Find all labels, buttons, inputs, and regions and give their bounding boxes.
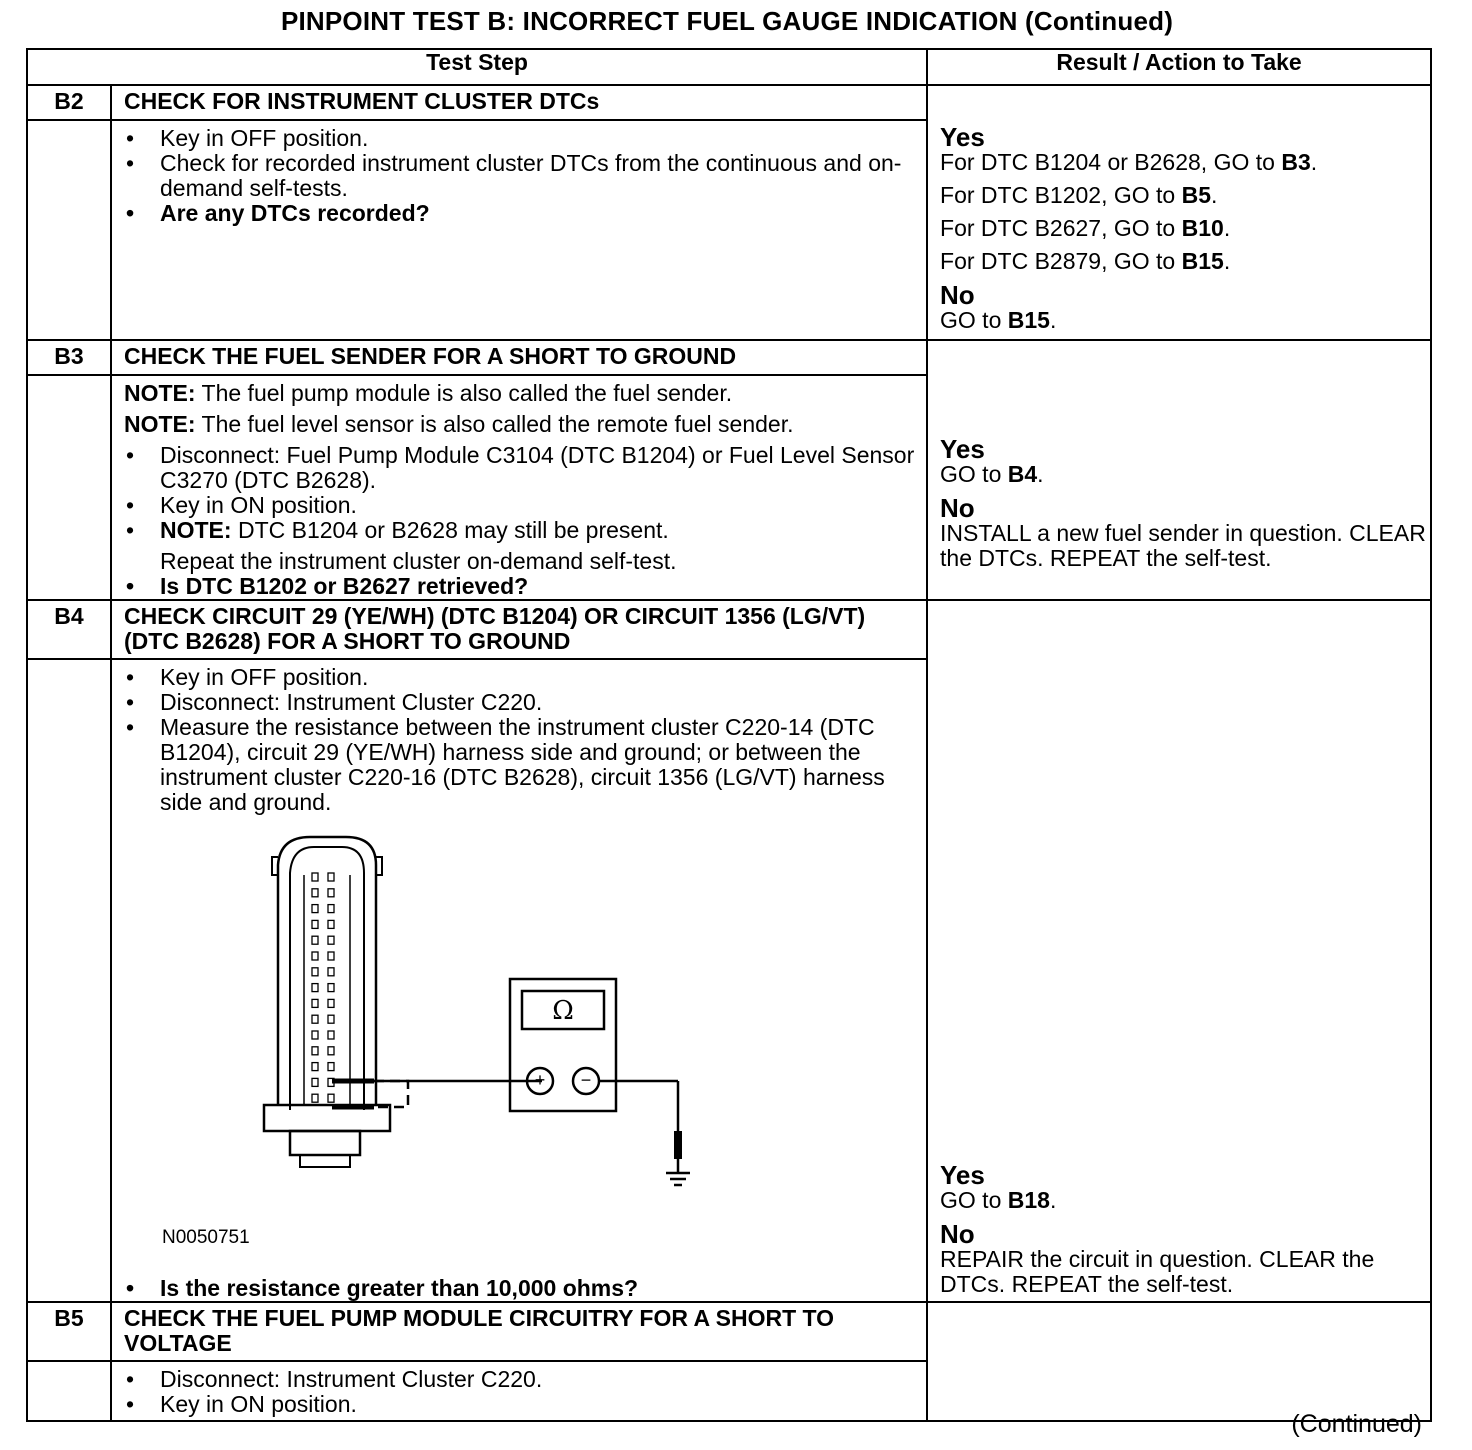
step-b3-bullet-note: • NOTE: DTC B1204 or B2628 may still be present. bbox=[124, 518, 916, 543]
step-b2-no-label: No bbox=[940, 280, 975, 310]
step-b2-yes-line: For DTC B1204 or B2628, GO to B3. bbox=[940, 149, 1318, 175]
step-b2-no-line: GO to B15. bbox=[940, 307, 1057, 333]
step-b5-bullet: • Disconnect: Instrument Cluster C220. bbox=[124, 1367, 916, 1392]
step-b4-heading: CHECK CIRCUIT 29 (YE/WH) (DTC B1204) OR CIRCUIT 1356 (LG/VT) (DTC B2628) FOR A SHORT TO GROUND bbox=[111, 600, 927, 659]
step-b3-heading: CHECK THE FUEL SENDER FOR A SHORT TO GROUND bbox=[111, 340, 927, 375]
step-b5-body bbox=[111, 1361, 927, 1421]
step-b2-yes-label: Yes bbox=[940, 122, 985, 152]
step-b4-id: B4 bbox=[27, 600, 111, 659]
header-result-action: Result / Action to Take bbox=[927, 49, 1431, 85]
step-b4-no-line: REPAIR the circuit in question. CLEAR the DTCs. REPEAT the self-test. bbox=[940, 1246, 1375, 1297]
step-b3-bullet: • Key in ON position. bbox=[124, 493, 916, 518]
connector-pin bbox=[312, 999, 318, 1007]
step-b2-yes-line: For DTC B2879, GO to B15. bbox=[940, 248, 1231, 274]
plus-icon: + bbox=[534, 1070, 546, 1090]
connector-pin bbox=[312, 889, 318, 897]
connector-pin bbox=[312, 1094, 318, 1102]
step-b4-no-label: No bbox=[940, 1219, 975, 1249]
connector-pin bbox=[312, 1031, 318, 1039]
connector-pin bbox=[328, 1063, 334, 1071]
step-b2-yes-line: For DTC B1202, GO to B5. bbox=[940, 182, 1218, 208]
header-test-step: Test Step bbox=[27, 49, 927, 85]
step-b4-yes-label: Yes bbox=[940, 1160, 985, 1190]
step-b3-yes-label: Yes bbox=[940, 434, 985, 464]
connector-pin bbox=[328, 952, 334, 960]
step-b2-body bbox=[111, 120, 927, 340]
step-b2-yes-line: For DTC B2627, GO to B10. bbox=[940, 215, 1231, 241]
page-title: PINPOINT TEST B: INCORRECT FUEL GAUGE INDICATION (Continued) bbox=[280, 6, 1174, 36]
step-b4-bullet: • Measure the resistance between the instrument cluster C220-14 (DTC B1204), circuit 29 (YE/WH) harness side and ground; or between the instrument cluster C220-16 (DTC B2628), circuit 1356 (LG/VT) harness side and ground. bbox=[124, 715, 916, 815]
step-b3-id: B3 bbox=[27, 340, 111, 375]
table-header-row bbox=[27, 49, 1431, 85]
connector-pin bbox=[312, 968, 318, 976]
connector-pin bbox=[312, 1015, 318, 1023]
connector-pin bbox=[312, 1063, 318, 1071]
step-b2-result bbox=[927, 85, 1431, 340]
step-b3-no-line: INSTALL a new fuel sender in question. CLEAR the DTCs. REPEAT the self-test. bbox=[940, 520, 1426, 571]
step-b3-yes-line: GO to B4. bbox=[940, 461, 1044, 487]
connector-pin bbox=[328, 984, 334, 992]
step-b5-id: B5 bbox=[27, 1302, 111, 1361]
step-b4-result bbox=[927, 600, 1431, 1302]
step-b3-question: • Is DTC B1202 or B2627 retrieved? bbox=[124, 574, 916, 599]
connector-pins bbox=[312, 873, 334, 1102]
step-b5-result bbox=[927, 1302, 1431, 1421]
connector-pin bbox=[328, 999, 334, 1007]
step-b3-bullet: • Disconnect: Fuel Pump Module C3104 (DTC B1204) or Fuel Level Sensor C3270 (DTC B2628). bbox=[124, 443, 916, 493]
connector-pin bbox=[312, 952, 318, 960]
step-b3-note-1: NOTE: The fuel pump module is also called the fuel sender. bbox=[124, 380, 733, 406]
step-b3-no-label: No bbox=[940, 493, 975, 523]
step-b5-bullet: • Key in ON position. bbox=[124, 1392, 916, 1417]
connector-pin bbox=[312, 1047, 318, 1055]
ohm-symbol: Ω bbox=[552, 996, 574, 1026]
pinpoint-test-table bbox=[26, 48, 1432, 1422]
step-b5-heading-row bbox=[27, 1302, 1431, 1361]
step-b2-question: • Are any DTCs recorded? bbox=[124, 201, 916, 226]
connector-pin bbox=[312, 1078, 318, 1086]
connector-measurement-diagram bbox=[250, 835, 810, 1225]
step-b4-question: • Is the resistance greater than 10,000 ohms? bbox=[124, 1276, 916, 1301]
step-b4-heading-row bbox=[27, 600, 1431, 659]
step-b5-heading: CHECK THE FUEL PUMP MODULE CIRCUITRY FOR A SHORT TO VOLTAGE bbox=[111, 1302, 927, 1361]
step-b2-heading: CHECK FOR INSTRUMENT CLUSTER DTCs bbox=[111, 85, 927, 120]
step-b3-note-2: NOTE: The fuel level sensor is also called the remote fuel sender. bbox=[124, 411, 794, 437]
step-b2-id: B2 bbox=[27, 85, 111, 120]
connector-pin bbox=[312, 905, 318, 913]
step-b3-result bbox=[927, 340, 1431, 600]
connector-pin bbox=[312, 936, 318, 944]
step-b4-yes-line: GO to B18. bbox=[940, 1187, 1057, 1213]
connector-pin bbox=[312, 873, 318, 881]
connector-pin bbox=[328, 968, 334, 976]
connector-pin bbox=[328, 1015, 334, 1023]
step-b3-repeat-text: Repeat the instrument cluster on-demand self-test. bbox=[160, 548, 677, 574]
connector-pin bbox=[312, 920, 318, 928]
step-b3-heading-row bbox=[27, 340, 1431, 375]
minus-icon: − bbox=[580, 1070, 592, 1090]
connector-outline bbox=[278, 837, 376, 1105]
step-b4-bullet: • Key in OFF position. bbox=[124, 665, 916, 690]
step-b2-bullet: • Key in OFF position. bbox=[124, 126, 916, 151]
connector-pin bbox=[328, 889, 334, 897]
connector-pin bbox=[328, 1094, 334, 1102]
connector-pin bbox=[328, 1047, 334, 1055]
continued-label: (Continued) bbox=[1291, 1410, 1422, 1438]
connector-pin bbox=[328, 873, 334, 881]
ground-probe bbox=[674, 1131, 682, 1159]
connector-pin bbox=[312, 984, 318, 992]
connector-pin bbox=[328, 936, 334, 944]
step-b4-body bbox=[111, 659, 927, 1302]
connector-pin bbox=[328, 1031, 334, 1039]
step-b2-heading-row bbox=[27, 85, 1431, 120]
figure-id: N0050751 bbox=[162, 1227, 250, 1248]
step-b4-bullet: • Disconnect: Instrument Cluster C220. bbox=[124, 690, 916, 715]
connector-pin bbox=[328, 905, 334, 913]
connector-pin bbox=[328, 920, 334, 928]
step-b3-body bbox=[111, 375, 927, 600]
step-b2-bullet: • Check for recorded instrument cluster DTCs from the continuous and on-demand self-tests. bbox=[124, 151, 916, 201]
